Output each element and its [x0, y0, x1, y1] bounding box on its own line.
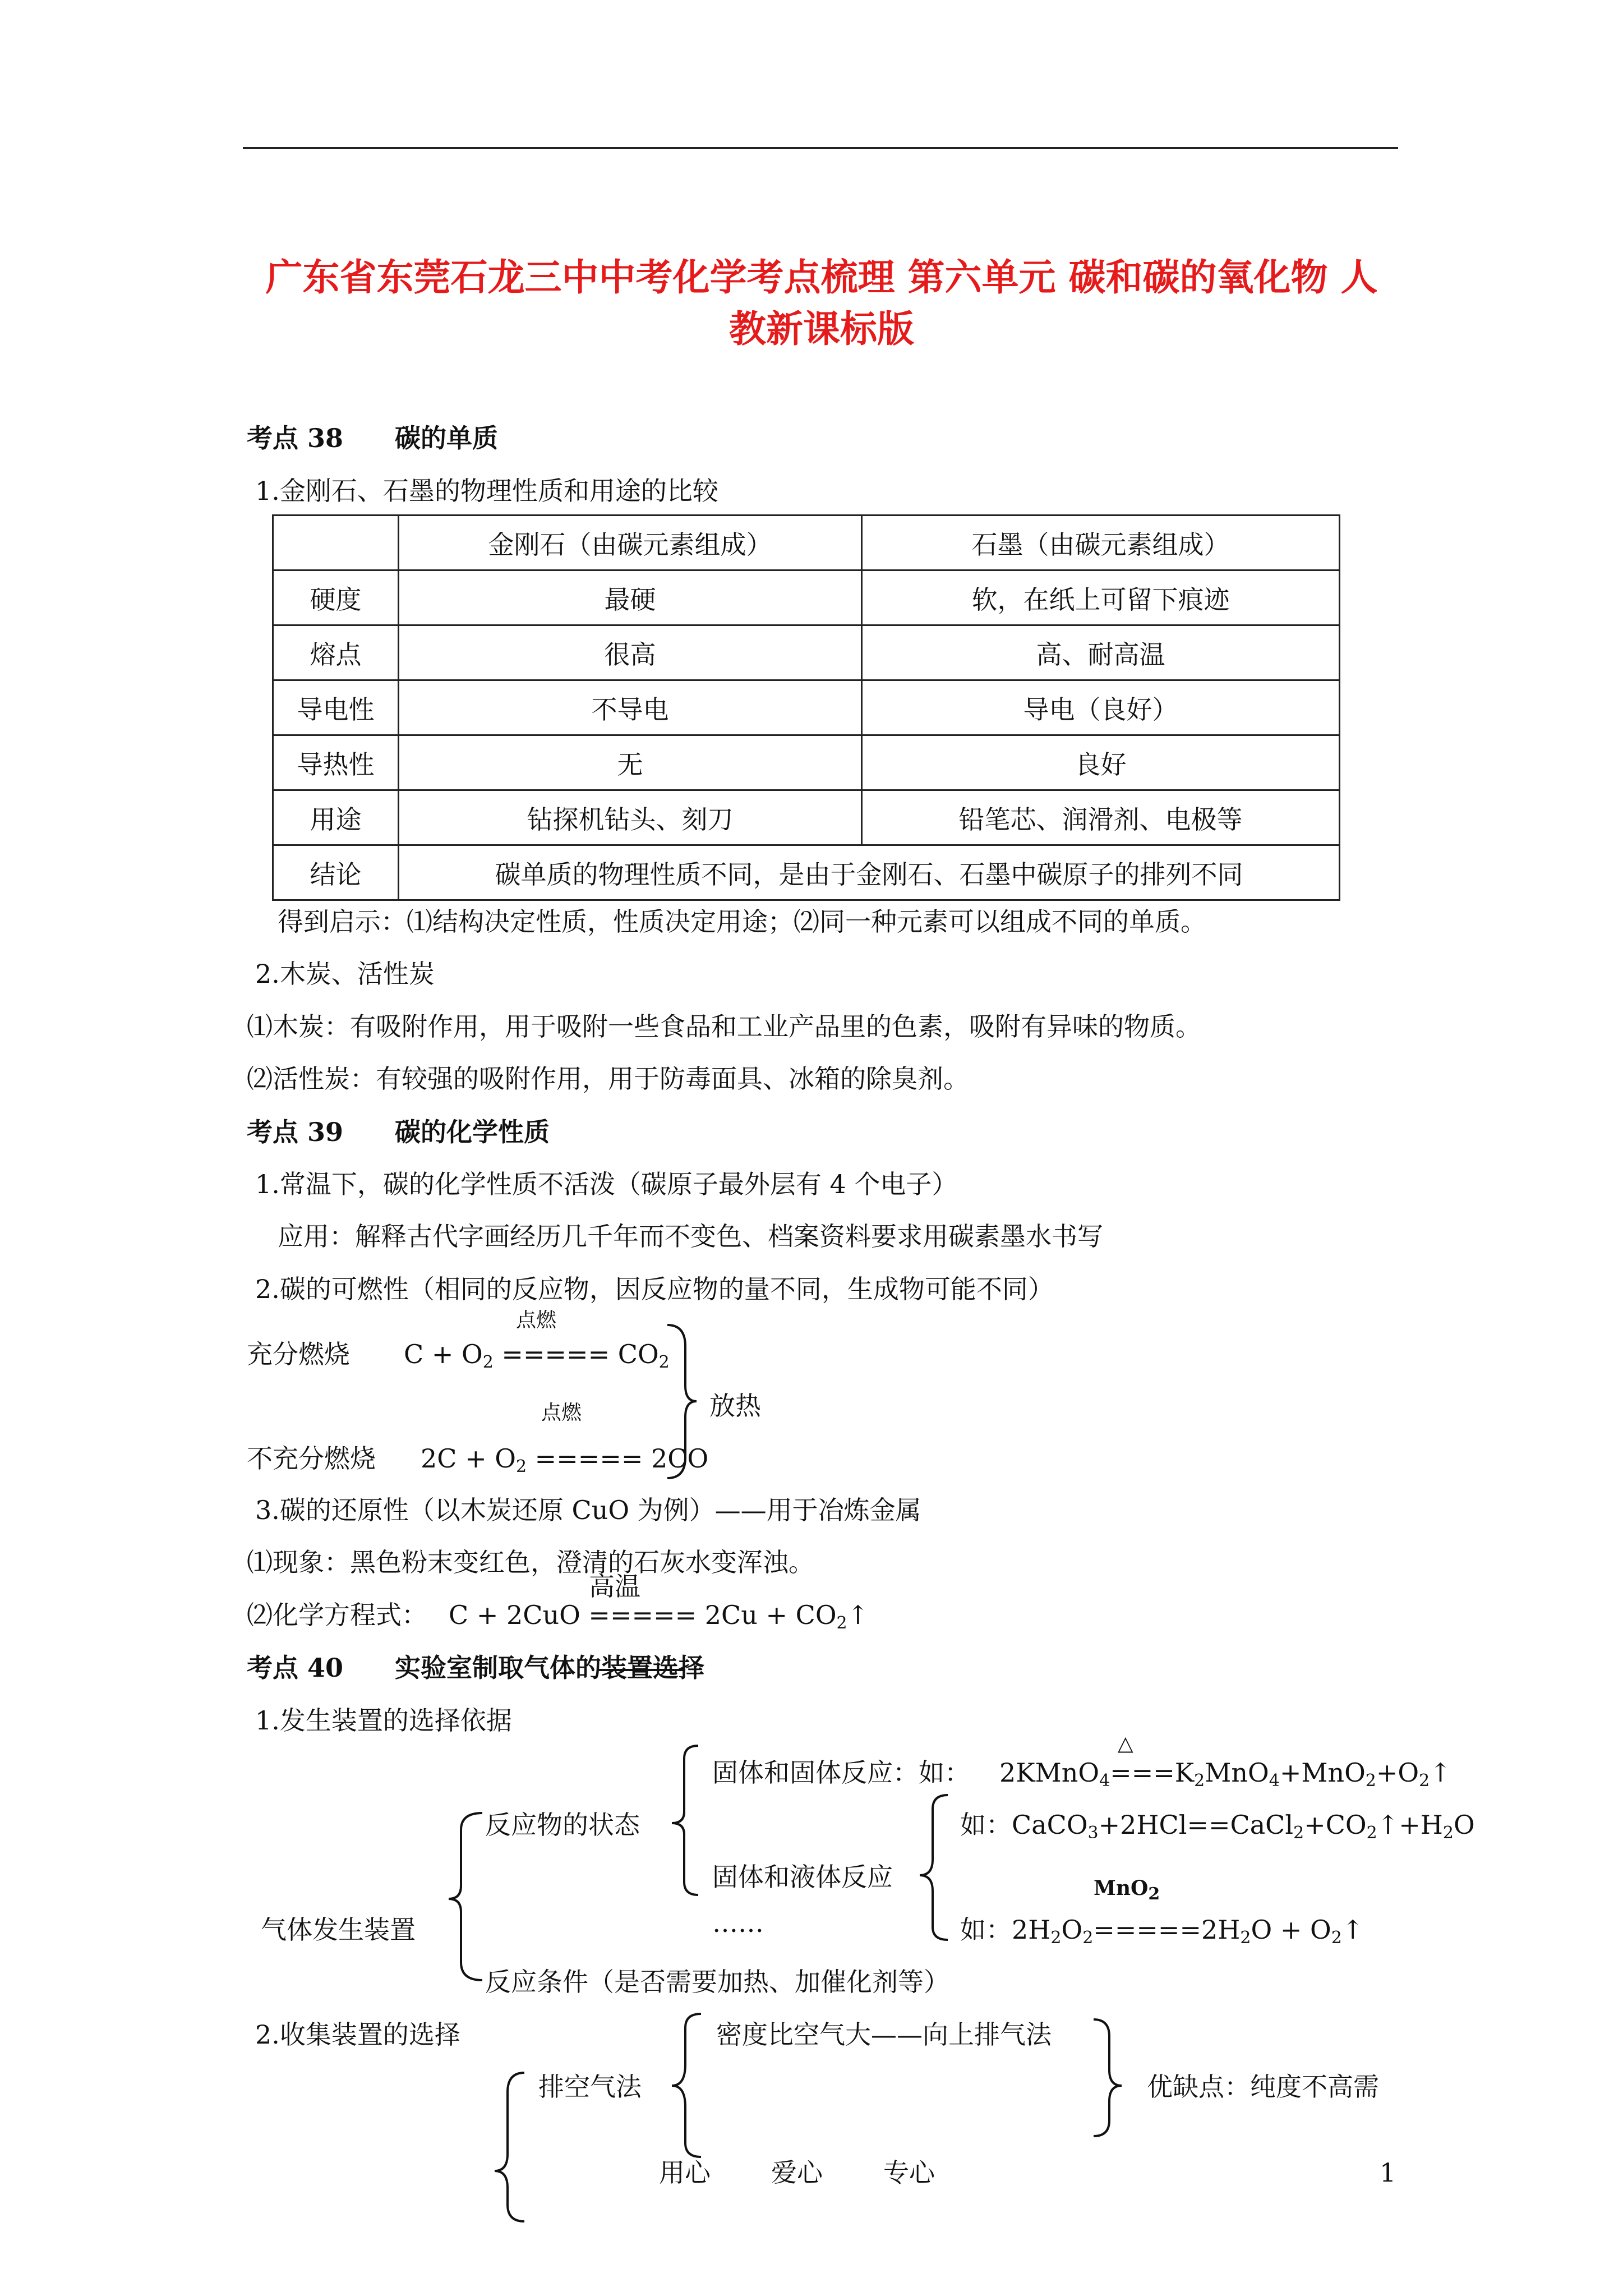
caco3-equation: 如：$CaCO_3+2HCl==CaCl_2+CO_2↑+H_2O$ [960, 1810, 1475, 1843]
equation-label: ⑵化学方程式： [247, 1600, 427, 1630]
ignite-condition-1: 点燃 [516, 1309, 557, 1332]
kp39-heading: 考点 39 碳的化学性质 [247, 1117, 550, 1147]
reactant-state-label: 反应物的状态 [485, 1810, 640, 1840]
table-header-cell: 石墨（由碳元素组成） [862, 516, 1340, 570]
kp38-heading: 考点 38 碳的单质 [247, 423, 499, 453]
kp40-heading: 考点 40 实验室制取气体的装置选择 [247, 1653, 705, 1683]
graphite-cell: 软，在纸上可留下痕迹 [862, 570, 1340, 625]
heat-symbol: △ [1118, 1732, 1133, 1755]
conclusion-cell: 碳单质的物理性质不同，是由于金刚石、石墨中碳原子的排列不同 [399, 845, 1340, 900]
graphite-cell: 导电（良好） [862, 680, 1340, 735]
graphite-cell: 良好 [862, 735, 1340, 790]
ignite-condition-2: 点燃 [541, 1401, 582, 1424]
diamond-cell: 最硬 [399, 570, 862, 625]
row-label: 导热性 [273, 735, 399, 790]
footer-text-3: 专心 [883, 2157, 935, 2188]
application-text: 应用：解释古代字画经历几千年而不变色、档案资料要求用碳素墨水书写 [278, 1221, 1103, 1251]
phenomenon-text: ⑴现象：黑色粉末变红色，澄清的石灰水变浑浊。 [247, 1547, 814, 1577]
reaction-condition-label: 反应条件（是否需要加热、加催化剂等） [485, 1967, 949, 1997]
document-title-line2: 教新课标版 [729, 307, 914, 351]
footer-text-2: 爱心 [771, 2157, 823, 2188]
row-label: 导电性 [273, 680, 399, 735]
diamond-cell: 无 [399, 735, 862, 790]
high-temp-condition: 高温 [589, 1571, 640, 1602]
table-header-cell: 金刚石（由碳元素组成） [399, 516, 862, 570]
row-label: 用途 [273, 790, 399, 845]
denser-than-air-label: 密度比空气大——向上排气法 [716, 2019, 1052, 2050]
exothermic-label: 放热 [709, 1391, 761, 1421]
combustion-right-brace [667, 1325, 697, 1478]
solid-solid-label: 固体和固体反应：如： [712, 1757, 970, 1788]
collection-brace [495, 2073, 524, 2221]
footer-text-1: 用心 [659, 2157, 711, 2188]
gas-generator-brace [449, 1813, 482, 1980]
pros-cons-brace [1094, 2019, 1122, 2136]
diamond-cell: 钻探机钻头、刻刀 [399, 790, 862, 845]
partial-combustion-equation: $2C + O_2$ ===== 2CO [421, 1443, 709, 1476]
air-method-brace [672, 2014, 701, 2157]
kp39-item3: 3.碳的还原性（以木炭还原 CuO 为例）——用于冶炼金属 [255, 1495, 921, 1525]
document-title-line1: 广东省东莞石龙三中中考化学考点梳理 第六单元 碳和碳的氧化物 人 [265, 255, 1378, 299]
full-combustion-label: 充分燃烧 [247, 1339, 350, 1369]
kp39-item1: 1.常温下，碳的化学性质不活泼（碳原子最外层有 4 个电子） [255, 1169, 958, 1199]
full-combustion-equation: $C + O_2$ ===== $CO_2$ [404, 1339, 670, 1372]
h2o2-equation: 如：$2H_2O_2=====2H_2O$ + $O_2↑$ [960, 1915, 1364, 1948]
row-label: 硬度 [273, 570, 399, 625]
pros-cons-label: 优缺点：纯度不高需 [1147, 2072, 1379, 2102]
reactant-state-brace [672, 1746, 698, 1895]
row-label: 熔点 [273, 625, 399, 680]
insight-text: 得到启示：⑴结构决定性质，性质决定用途；⑵同一种元素可以组成不同的单质。 [278, 907, 1206, 937]
graphite-cell: 高、耐高温 [862, 625, 1340, 680]
row-label: 结论 [273, 845, 399, 900]
reduction-equation: C + 2CuO ===== $2Cu + CO_2↑$ [449, 1600, 869, 1633]
graphite-cell: 铅笔芯、润滑剂、电极等 [862, 790, 1340, 845]
partial-combustion-label: 不充分燃烧 [247, 1443, 376, 1474]
kp38-item1: 1.金刚石、石墨的物理性质和用途的比较 [255, 476, 718, 506]
gas-generator-label: 气体发生装置 [261, 1915, 416, 1945]
ellipsis: …… [712, 1908, 764, 1938]
charcoal-text: ⑴木炭：有吸附作用，用于吸附一些食品和工业产品里的色素，吸附有异味的物质。 [247, 1011, 1201, 1042]
air-displacement-label: 排空气法 [538, 2072, 642, 2102]
kmno4-equation: $2KMnO_4===K_2MnO_4+MnO_2+O_2↑$ [999, 1757, 1451, 1791]
kp38-item2: 2.木炭、活性炭 [255, 959, 435, 989]
diamond-cell: 很高 [399, 625, 862, 680]
solid-liquid-brace [920, 1795, 948, 1940]
kp40-item1: 1.发生装置的选择依据 [255, 1705, 512, 1736]
kp39-item2: 2.碳的可燃性（相同的反应物，因反应物的量不同，生成物可能不同） [255, 1274, 1054, 1304]
activated-carbon-text: ⑵活性炭：有较强的吸附作用，用于防毒面具、冰箱的除臭剂。 [247, 1064, 969, 1094]
page-number: 1 [1380, 2157, 1396, 2188]
solid-liquid-label: 固体和液体反应 [712, 1862, 893, 1892]
kp40-item2: 2.收集装置的选择 [255, 2019, 460, 2050]
mno2-catalyst: MnO$_2$ [1094, 1876, 1160, 1904]
diamond-cell: 不导电 [399, 680, 862, 735]
